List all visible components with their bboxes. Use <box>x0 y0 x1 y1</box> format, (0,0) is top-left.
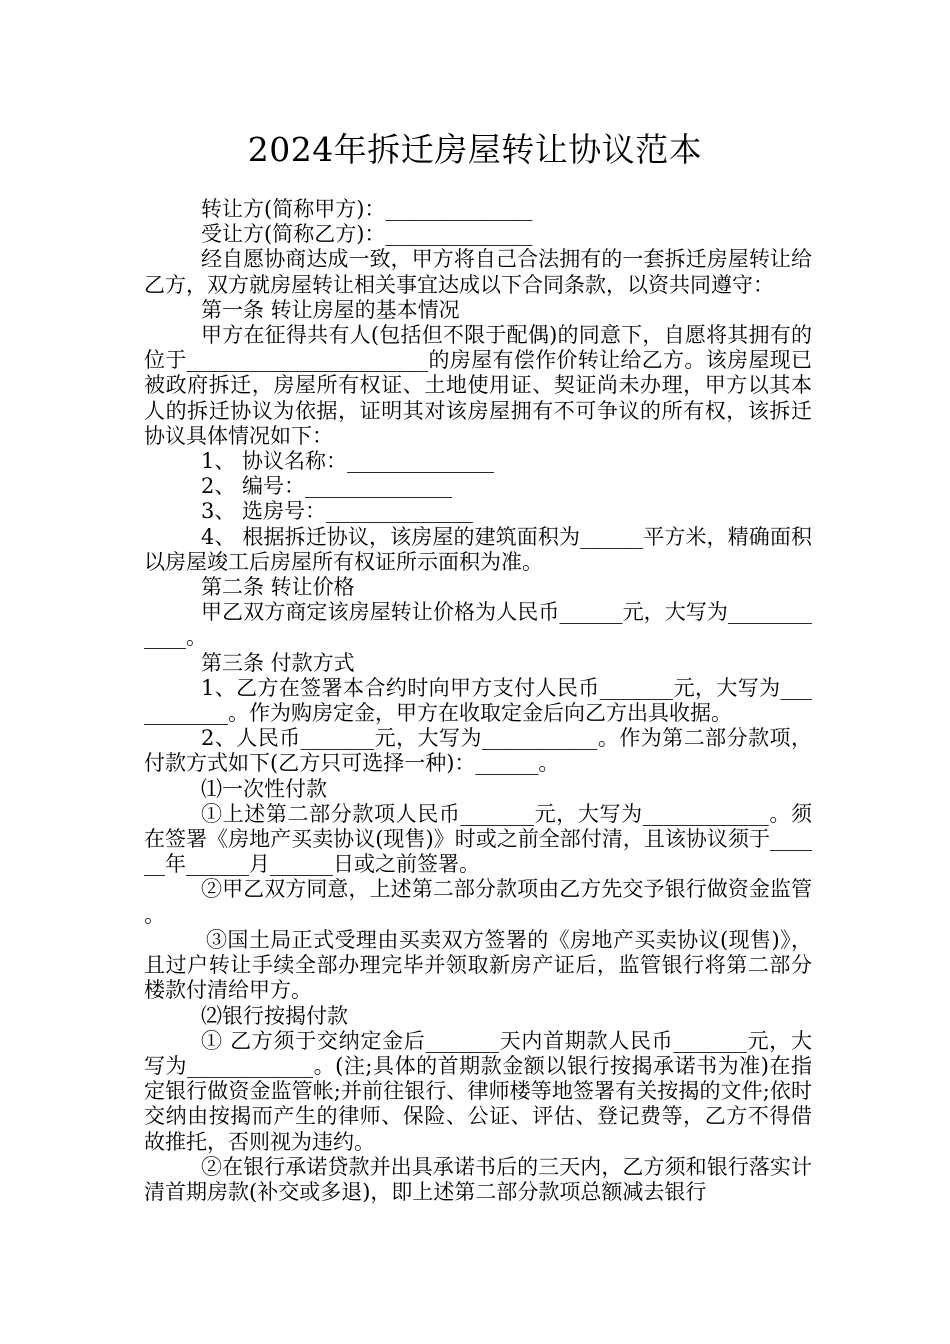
list-item-room-number: 3、 选房号：______________ <box>201 499 474 524</box>
article-3-heading: 第三条 付款方式 <box>201 650 355 675</box>
list-item-number: 2、 编号：______________ <box>201 474 453 499</box>
article-1-heading: 第一条 转让房屋的基本情况 <box>201 297 460 322</box>
document-title: 2024年拆迁房屋转让协议范本 <box>247 130 703 169</box>
option-lump-sum-heading: ⑴一次性付款 <box>201 776 327 801</box>
party-a-line: 转让方(简称甲方)：______________ <box>201 197 533 221</box>
lump-sum-item-1: ①上述第二部分款项人民币_______元，大写为____________。须在签署《房地产买卖协议(现售)》时或之前全部付清，且该协议须于______年______月______日或之前签署。 <box>144 801 812 877</box>
preamble-paragraph: 经自愿协商达成一致，甲方将自己合法拥有的一套拆迁房屋转让给乙方，双方就房屋转让相关事宜达成以下合同条款，以资共同遵守： <box>144 247 812 297</box>
mortgage-item-2: ②在银行承诺贷款并出具承诺书后的三天内，乙方须和银行落实计清首期房款(补交或多退)，即上述第二部分款项总额减去银行 <box>144 1154 812 1204</box>
payment-clause-1: 1、乙方在签署本合约时向甲方支付人民币_______元，大写为___________。作为购房定金，甲方在收取定金后向乙方出具收据。 <box>144 675 812 726</box>
mortgage-item-1: ① 乙方须于交纳定金后_______天内首期款人民币_______元，大写为____________。(注;具体的首期款金额以银行按揭承诺书为准)在指定银行做资金监管帐;并前往银行、律师楼等地签署有关按揭的文件;依时交纳由按揭而产生的律师、保险、公证、评估、登记费等，乙方不得借故推托，否则视为违约。 <box>144 1028 812 1154</box>
lump-sum-item-2: ②甲乙双方同意，上述第二部分款项由乙方先交予银行做资金监管。 <box>144 877 812 927</box>
document-body <box>144 197 812 1205</box>
list-item-area: 4、 根据拆迁协议，该房屋的建筑面积为______平方米，精确面积以房屋竣工后房屋所有权证所示面积为准。 <box>144 524 812 574</box>
article-2-heading: 第二条 转让价格 <box>201 575 355 600</box>
article-1-paragraph: 甲方在征得共有人(包括但不限于配偶)的同意下，自愿将其拥有的位于_______________________的房屋有偿作价转让给乙方。该房屋现已被政府拆迁，房屋所有权证、土地使用证、契证尚未办理，甲方以其本人的拆迁协议为依据，证明其对该房屋拥有不可争议的所有权，该拆迁协议具体情况如下： <box>144 323 812 448</box>
lump-sum-item-3: ③国土局正式受理由买卖双方签署的《房地产买卖协议(现售)》，且过户转让手续全部办理完毕并领取新房产证后，监管银行将第二部分楼款付清给甲方。 <box>144 927 812 1003</box>
list-item-agreement-name: 1、 协议名称：______________ <box>201 449 495 474</box>
payment-clause-2: 2、人民币_______元，大写为___________。作为第二部分款项，付款方式如下(乙方只可选择一种)：______。 <box>144 726 812 776</box>
option-mortgage-heading: ⑵银行按揭付款 <box>201 1003 348 1028</box>
party-b-line: 受让方(简称乙方)：______________ <box>201 222 533 247</box>
article-2-paragraph: 甲乙双方商定该房屋转让价格为人民币______元，大写为____________。 <box>144 600 812 650</box>
